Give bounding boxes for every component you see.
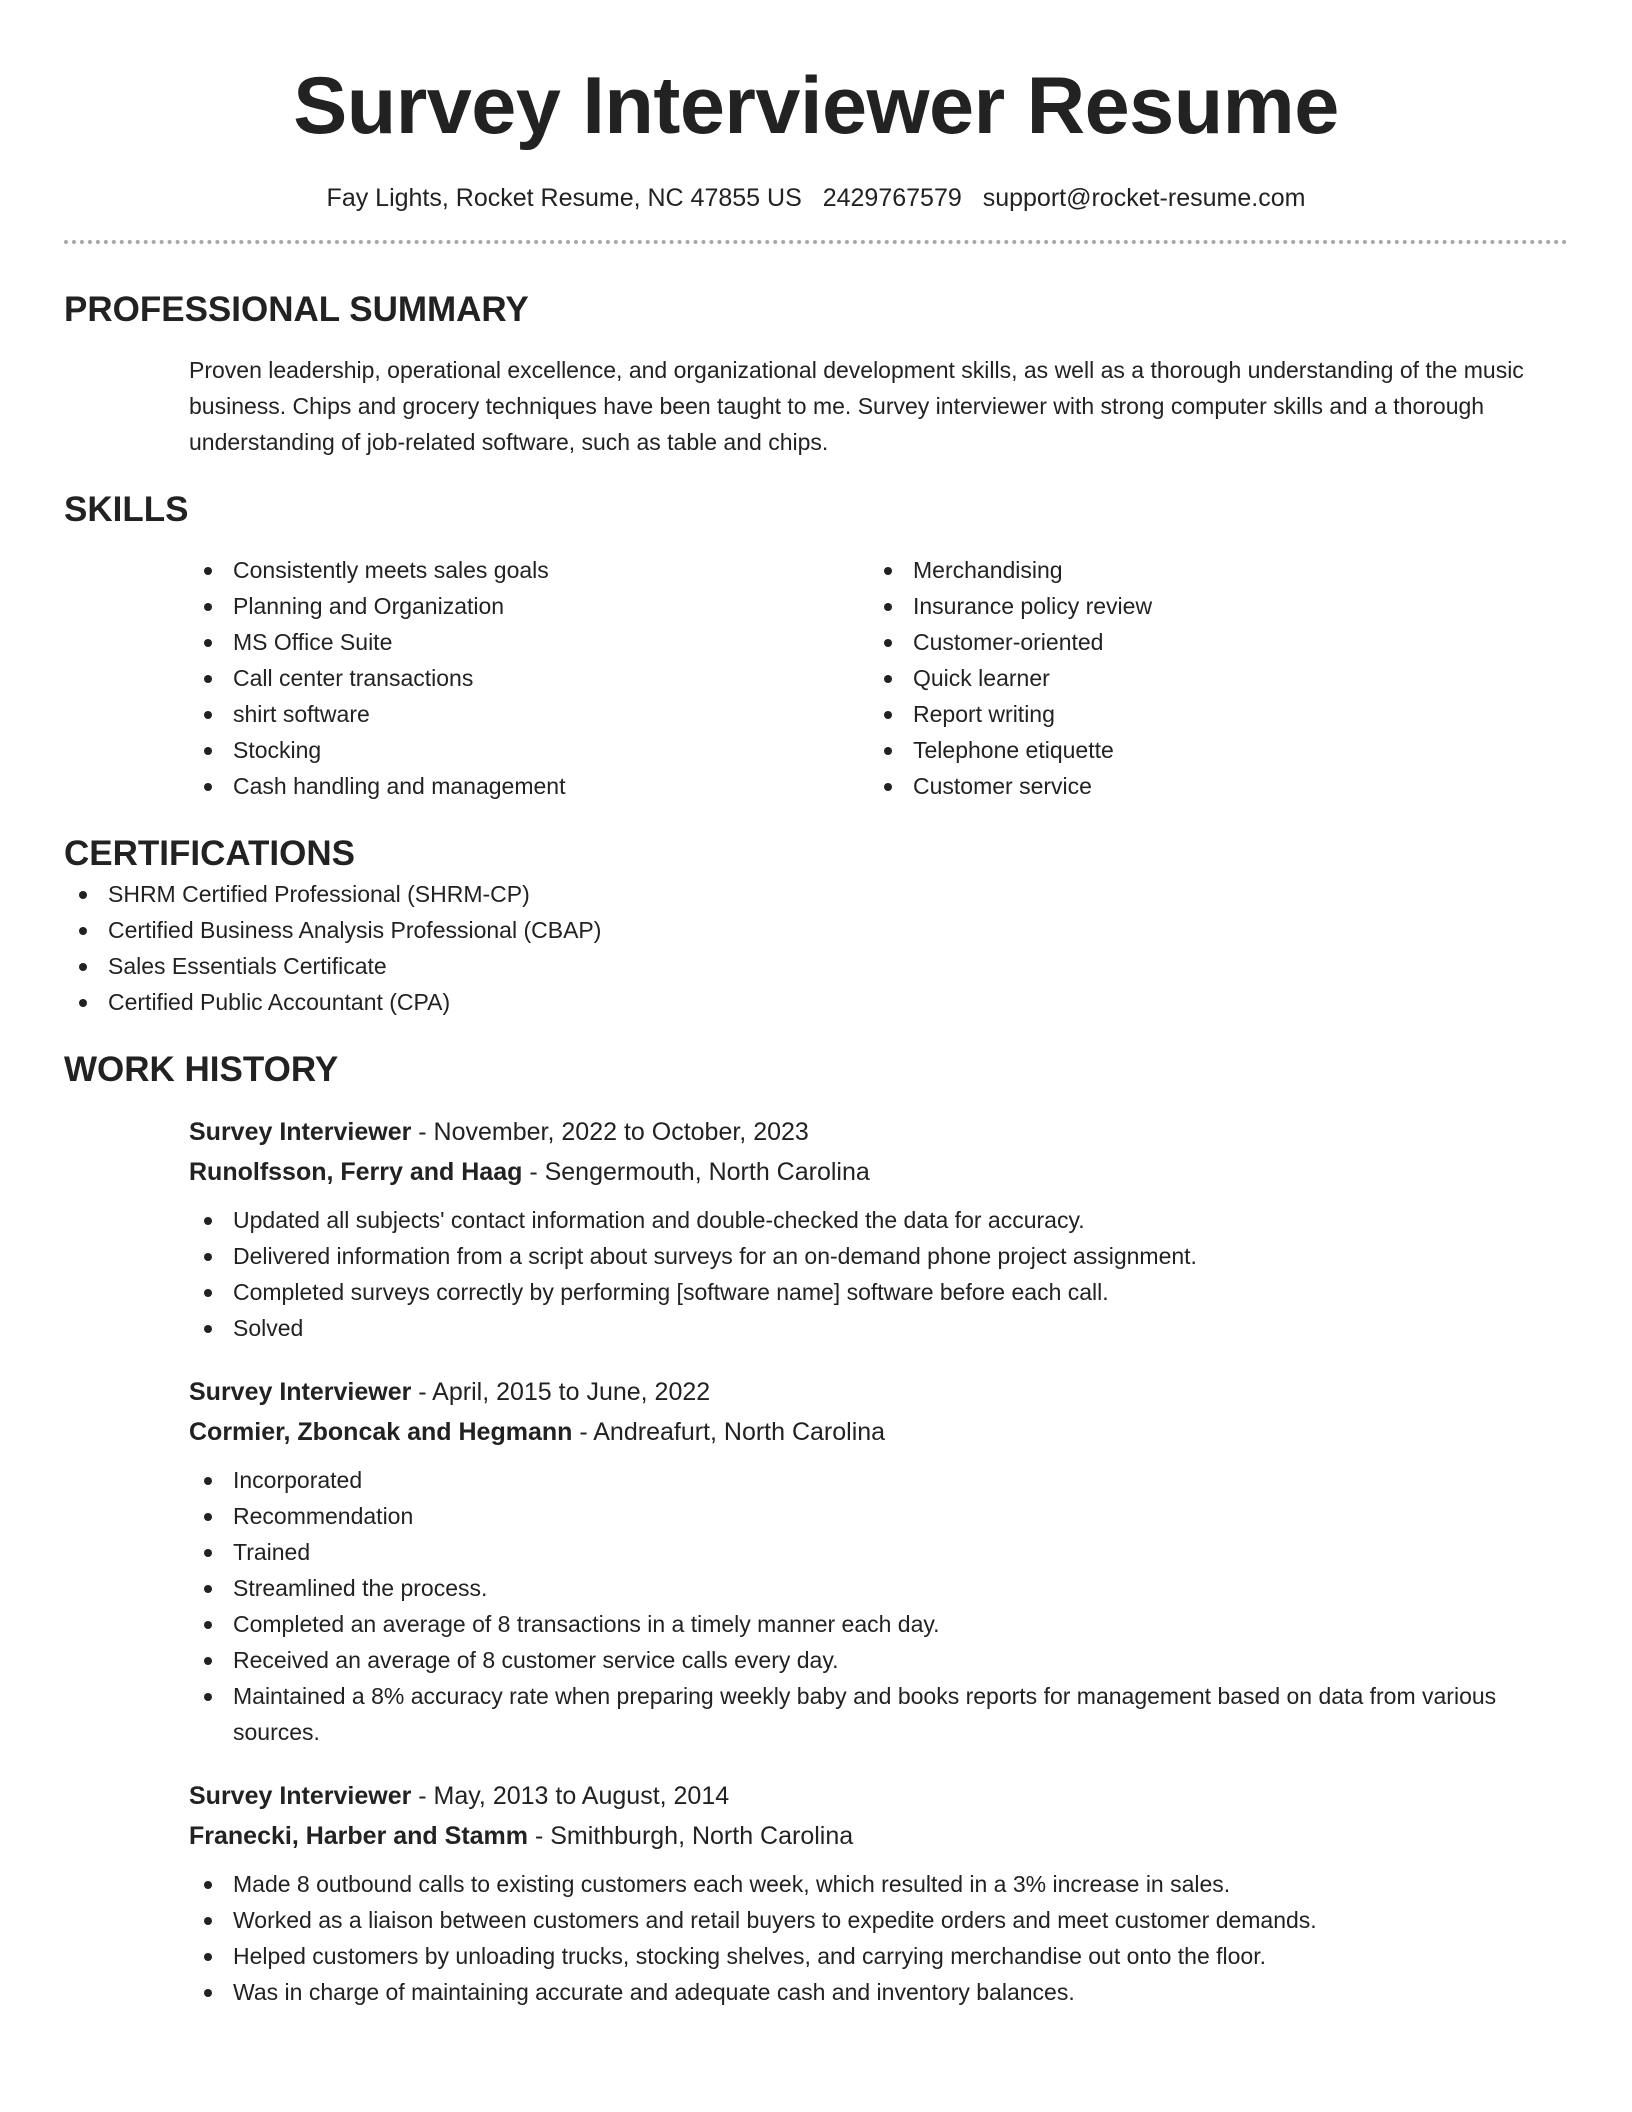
skills-list-left [189,552,869,804]
certification-item: Sales Essentials Certificate [64,948,1568,984]
job-title-line [189,1112,1568,1152]
skill-item: Cash handling and management [189,768,869,804]
job-duty: Maintained a 8% accuracy rate when preparing weekly baby and books reports for management based on data from various sources. [189,1678,1568,1750]
skills-columns [189,552,1568,804]
job-duty: Worked as a liaison between customers and retail buyers to expedite orders and meet customer demands. [189,1902,1568,1938]
resume-title: Survey Interviewer Resume [293,61,1339,151]
skills-list-right [869,552,1549,804]
summary-heading: PROFESSIONAL SUMMARY [64,290,529,329]
skill-item: Report writing [869,696,1549,732]
skill-item: Insurance policy review [869,588,1549,624]
job-duty: Completed an average of 8 transactions in a timely manner each day. [189,1606,1568,1642]
certifications-section [64,832,1568,1020]
job-duty: Trained [189,1534,1568,1570]
certifications-heading: CERTIFICATIONS [64,834,356,873]
job-title: Survey Interviewer [189,1118,412,1146]
job-duty: Helped customers by unloading trucks, stocking shelves, and carrying merchandise out onto the floor. [189,1938,1568,1974]
work-history-heading: WORK HISTORY [64,1050,339,1089]
contact-address: Fay Lights, Rocket Resume, NC 47855 US [326,184,802,212]
job-duty: Received an average of 8 customer service calls every day. [189,1642,1568,1678]
work-history-section [64,1048,1568,2010]
skill-item: Call center transactions [189,660,869,696]
certification-item: Certified Business Analysis Professional (CBAP) [64,912,1568,948]
contact-line [64,182,1568,214]
job-duty: Solved [189,1310,1568,1346]
job-title: Survey Interviewer [189,1782,412,1810]
job-duty: Made 8 outbound calls to existing customers each week, which resulted in a 3% increase in sales. [189,1866,1568,1902]
job-title-line [189,1372,1568,1412]
job-title-line [189,1776,1568,1816]
job-duty: Recommendation [189,1498,1568,1534]
job-duty: Completed surveys correctly by performing [software name] software before each call. [189,1274,1568,1310]
job-company: Cormier, Zboncak and Hegmann [189,1418,573,1446]
certifications-list [64,876,1568,1020]
skill-item: shirt software [189,696,869,732]
skills-section [64,488,1568,804]
skill-item: Customer service [869,768,1549,804]
header-divider [64,240,1568,244]
job-dates: - November, 2022 to October, 2023 [411,1118,809,1146]
job-duties [189,1866,1568,2010]
job-dates: - May, 2013 to August, 2014 [411,1782,730,1810]
job-company: Franecki, Harber and Stamm [189,1822,529,1850]
skill-item: Quick learner [869,660,1549,696]
summary-text: Proven leadership, operational excellence, and organizational development skills, as well as a thorough understanding of the music business. Chips and grocery techniques have been taught to me. Survey interviewer with strong computer skills and a thorough understanding of job-related software, such as table and chips. [189,357,1524,455]
summary-section [64,288,1568,460]
certification-item: SHRM Certified Professional (SHRM-CP) [64,876,1568,912]
skill-item: Merchandising [869,552,1549,588]
job-duties [189,1462,1568,1750]
job-entry [189,1372,1568,1750]
job-duty: Updated all subjects' contact information and double-checked the data for accuracy. [189,1202,1568,1238]
certification-item: Certified Public Accountant (CPA) [64,984,1568,1020]
skill-item: Consistently meets sales goals [189,552,869,588]
job-company-line [189,1816,1568,1856]
job-location: - Andreafurt, North Carolina [572,1418,886,1446]
job-entry [189,1776,1568,2010]
job-duty: Delivered information from a script about surveys for an on-demand phone project assignment. [189,1238,1568,1274]
contact-phone: 2429767579 [822,184,962,212]
job-title: Survey Interviewer [189,1378,412,1406]
job-dates: - April, 2015 to June, 2022 [411,1378,711,1406]
job-location: - Sengermouth, North Carolina [522,1158,870,1186]
skill-item: Customer-oriented [869,624,1549,660]
job-duty: Streamlined the process. [189,1570,1568,1606]
job-company-line [189,1152,1568,1192]
skill-item: MS Office Suite [189,624,869,660]
contact-email: support@rocket-resume.com [982,184,1306,212]
job-duty: Incorporated [189,1462,1568,1498]
skills-heading: SKILLS [64,490,189,529]
resume-header [64,0,1568,244]
job-duties [189,1202,1568,1346]
job-company: Runolfsson, Ferry and Haag [189,1158,523,1186]
job-location: - Smithburgh, North Carolina [528,1822,854,1850]
skill-item: Telephone etiquette [869,732,1549,768]
job-entry [189,1112,1568,1346]
skill-item: Stocking [189,732,869,768]
skill-item: Planning and Organization [189,588,869,624]
job-company-line [189,1412,1568,1452]
job-duty: Was in charge of maintaining accurate and adequate cash and inventory balances. [189,1974,1568,2010]
